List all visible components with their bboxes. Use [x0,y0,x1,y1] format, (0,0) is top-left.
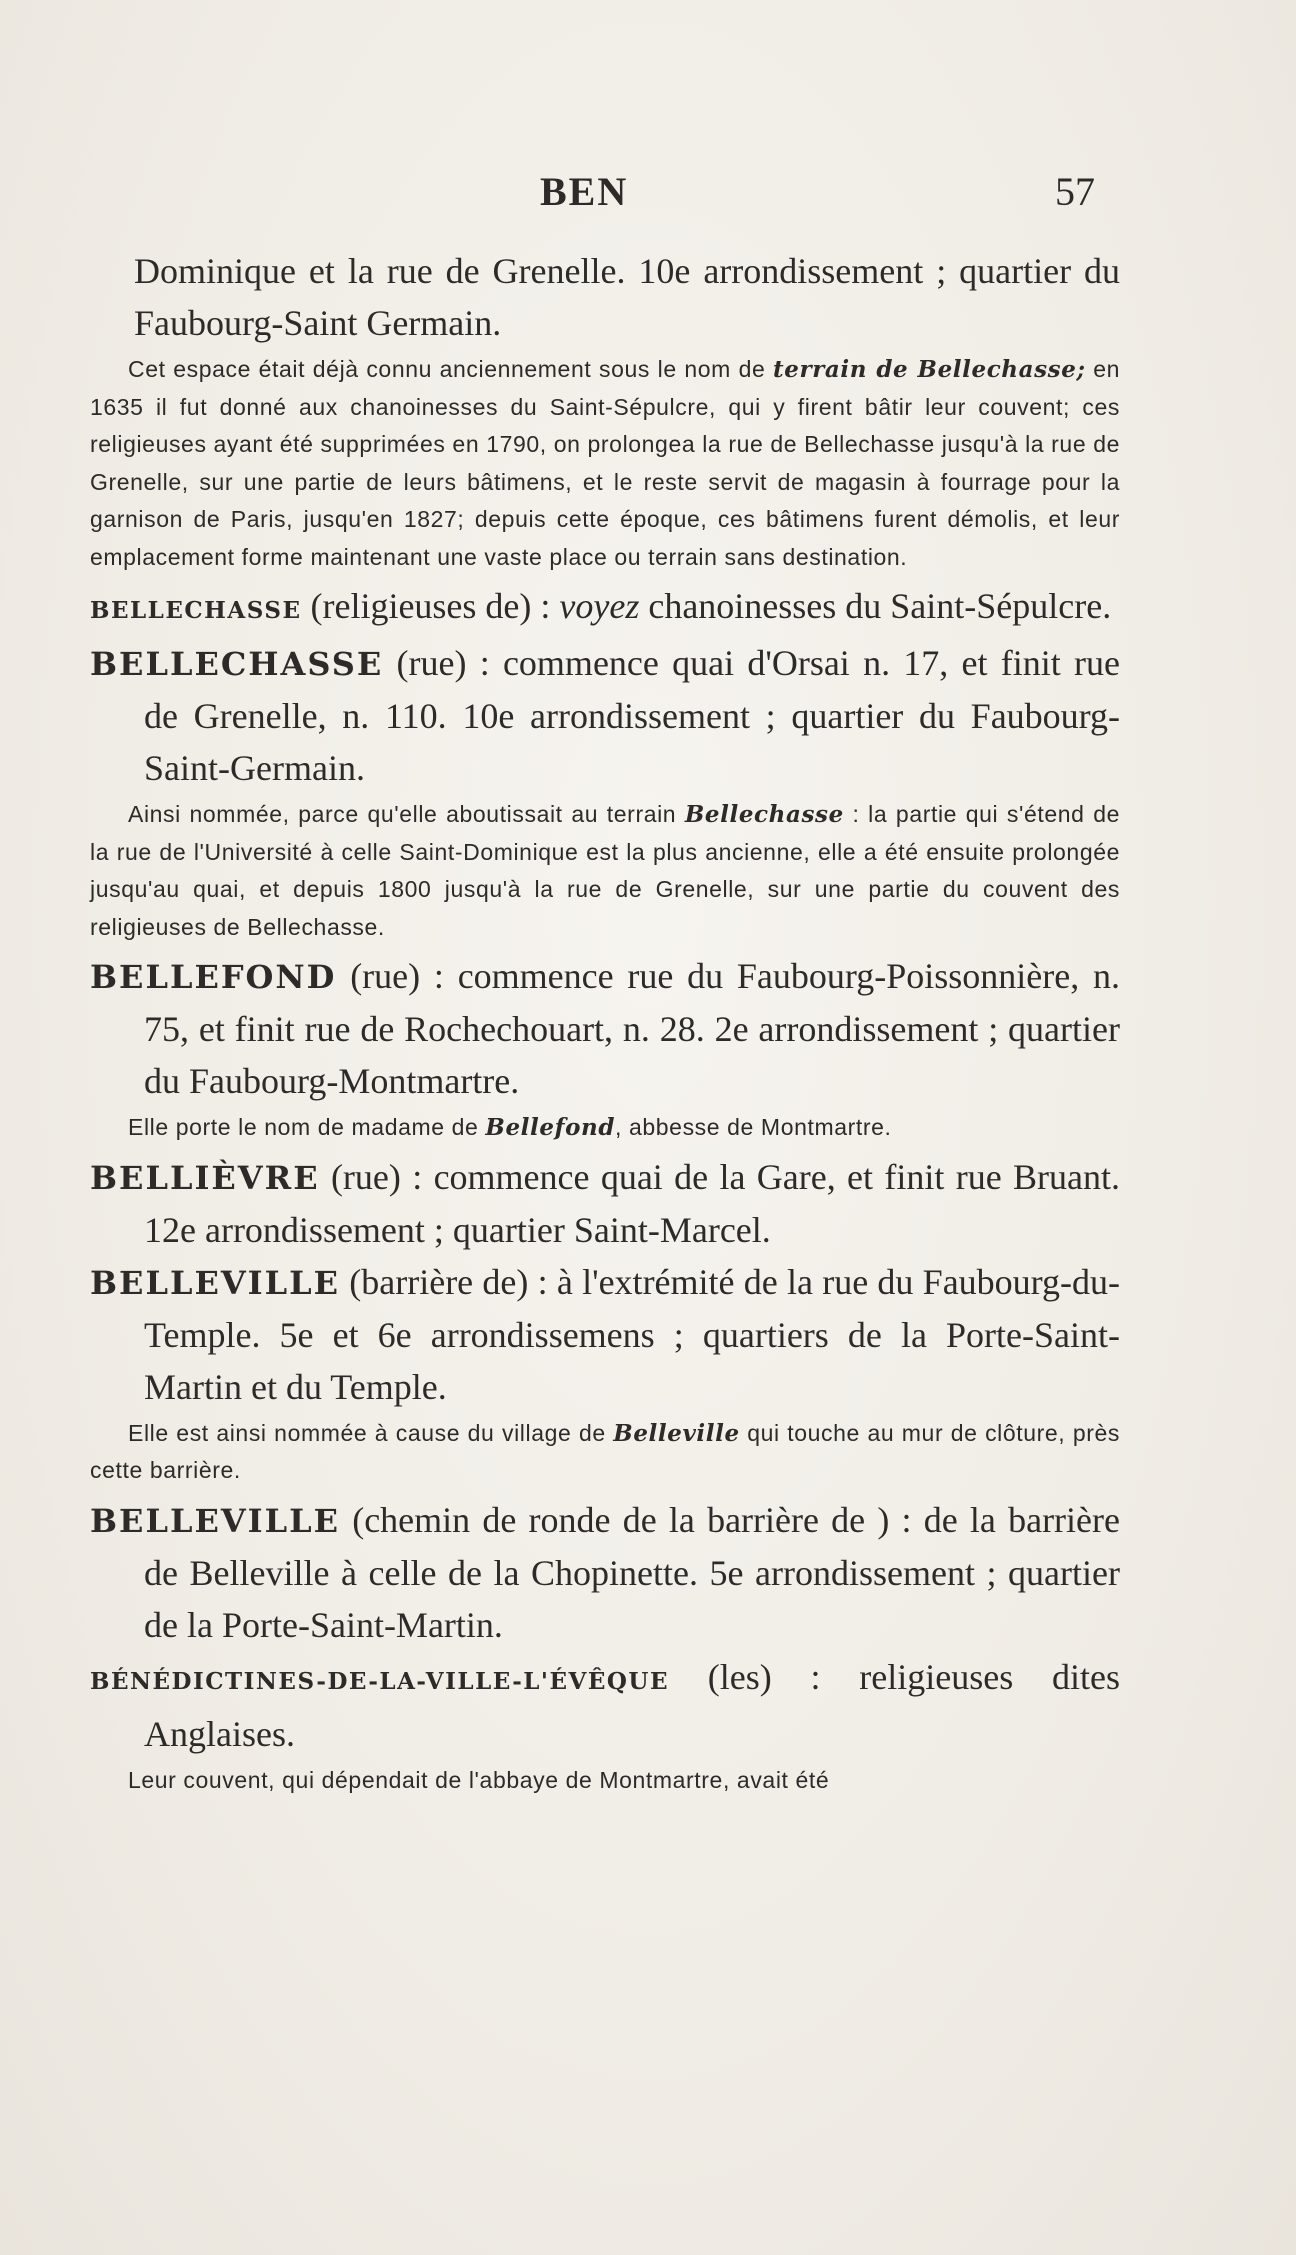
entry-benedictines: BÉNÉDICTINES-DE-LA-VILLE-L'ÉVÊQUE (les) : religieuses dites Anglaises. [90,1656,1120,1754]
entry-bellechasse-rue: BELLECHASSE (rue) : commence quai d'Orsai n. 17, et finit rue de Grenelle, n. 110. 10e arrondissement ; quartier du Faubourg-Saint-Germain. [90,643,1120,788]
entry-note: Cet espace était déjà connu anciennement sous le nom de terrain de Bellechasse; en 1635 il fut donné aux chanoinesses du Saint-Sépulcre, qui y firent bâtir leur couvent; ces religieuses ayant été supprimées en 1790, on prolongea la rue de Bellechasse jusqu'à la rue de Grenelle, sur une partie de leurs bâtimens, et le reste servit de magasin à fourrage pour la garnison de Paris, jusqu'en 1827; depuis cette époque, ces bâtimens furent démolis, et leur emplacement forme maintenant une vaste place ou terrain sans destination. [90,356,1120,570]
entry-headword: BELLEFOND [90,958,337,996]
entry-headword: BELLECHASSE [90,597,302,624]
entry-continuation: Dominique et la rue de Grenelle. 10e arrondissement ; quartier du Faubourg-Saint Germain. [134,251,1120,343]
entry-note: Elle est ainsi nommée à cause du village de Belleville qui touche au mur de clôture, près cette barrière. [90,1419,1120,1483]
entry-belleville-barriere: BELLEVILLE (barrière de) : à l'extrémité de la rue du Faubourg-du-Temple. 5e et 6e arrondissemens ; quartiers de la Porte-Saint-Martin et du Temple. [90,1261,1120,1407]
entry-bellechasse-religieuses: BELLECHASSE (religieuses de) : voyez chanoinesses du Saint-Sépulcre. [90,586,1112,626]
entry-note: Ainsi nommée, parce qu'elle aboutissait au terrain Bellechasse : la partie qui s'étend de la rue de l'Université à celle Saint-Dominique est la plus ancienne, elle a été ensuite prolongée jusqu'au quai, et depuis 1800 jusqu'à la rue de Grenelle, sur une partie du couvent des religieuses de Bellechasse. [90,801,1120,940]
entry-headword: BELLEVILLE [90,1263,341,1302]
entry-headword: BELLECHASSE [90,645,384,683]
entry-bellefond: BELLEFOND (rue) : commence rue du Faubourg-Poissonnière, n. 75, et finit rue de Rochechouart, n. 28. 2e arrondissement ; quartier du Faubourg-Montmartre. [90,956,1120,1101]
entry-belleville-chemin: BELLEVILLE (chemin de ronde de la barrière de ) : de la barrière de Belleville à celle de la Chopinette. 5e arrondissement ; quartier de la Porte-Saint-Martin. [90,1499,1120,1645]
entry-note: Leur couvent, qui dépendait de l'abbaye de Montmartre, avait été [128,1766,830,1793]
entry-note: Elle porte le nom de madame de Bellefond, abbesse de Montmartre. [128,1114,892,1141]
page-header [0,168,1296,228]
running-head: BEN [540,169,629,214]
entry-headword: BELLEVILLE [90,1501,341,1540]
entry-headword: BÉNÉDICTINES-DE-LA-VILLE-L'ÉVÊQUE [90,1667,669,1695]
entry-bellievre: BELLIÈVRE (rue) : commence quai de la Gare, et finit rue Bruant. 12e arrondissement ; quartier Saint-Marcel. [90,1156,1120,1250]
entry-headword: BELLIÈVRE [90,1158,320,1197]
page-body [90,245,1120,1803]
page-number: 57 [1055,169,1095,214]
